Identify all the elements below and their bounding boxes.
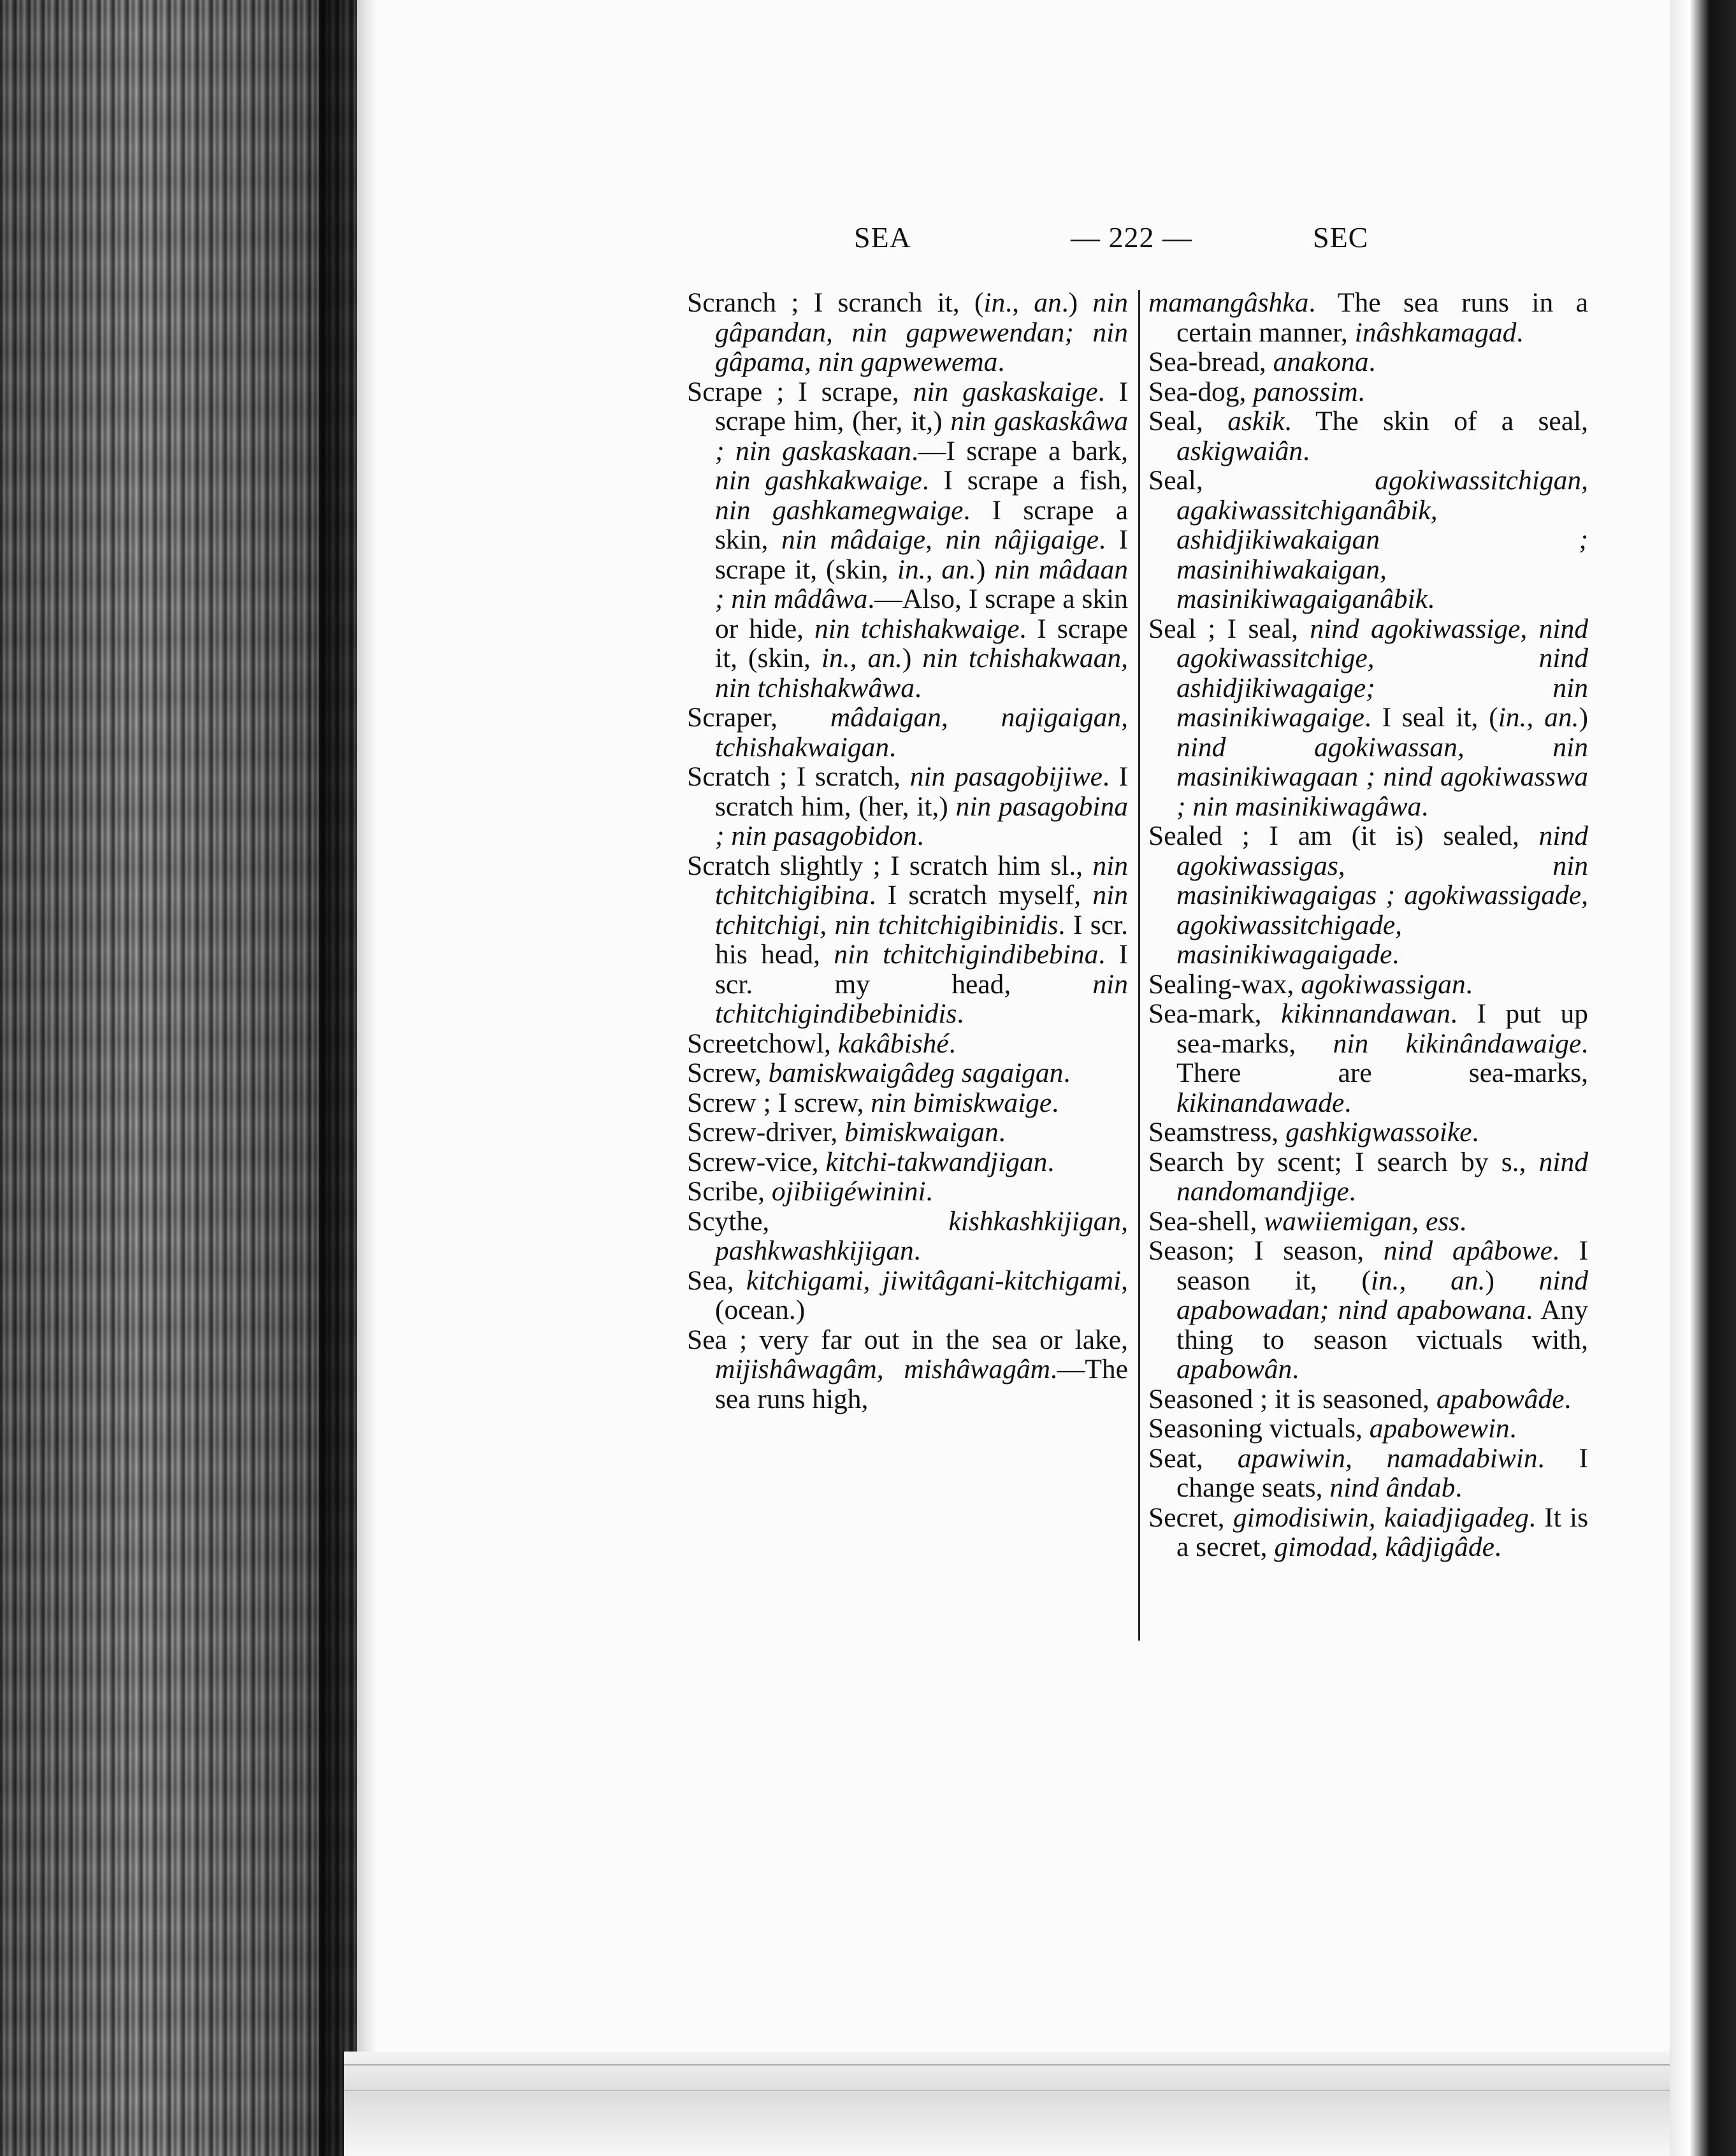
- dictionary-entry: [1148, 406, 1588, 466]
- entry-ojibwe-text: in., an.: [1370, 1265, 1486, 1296]
- entry-ojibwe-text: panossim: [1253, 376, 1358, 407]
- entry-english-text: . The sea runs in a certain manner,: [1176, 287, 1588, 348]
- entry-ojibwe-text: kishkashkijigan, pashkwashkijigan: [715, 1205, 1128, 1266]
- running-header: [676, 220, 1440, 265]
- entry-ojibwe-text: mamangâshka: [1148, 287, 1309, 318]
- dictionary-entry: [1148, 999, 1588, 1118]
- entry-english-text: Screw ; I screw,: [687, 1087, 871, 1118]
- entry-english-text: .: [1494, 1532, 1501, 1562]
- entry-english-text: Sealing-wax,: [1148, 968, 1301, 1000]
- entry-ojibwe-text: apabowewin: [1369, 1413, 1510, 1444]
- entry-ojibwe-text: bamiskwaigâdeg sagaigan: [768, 1058, 1064, 1088]
- dictionary-entry: [687, 1029, 1128, 1059]
- dictionary-entry: [687, 1088, 1128, 1118]
- dictionary-entry: [1148, 1503, 1588, 1562]
- entry-english-text: Scythe,: [687, 1205, 949, 1237]
- entry-english-text: , (ocean.): [715, 1265, 1128, 1325]
- entry-ojibwe-text: agokiwassitchigan, agakiwassitchiganâbik, ashidjikiwakaigan ; masinihiwakaigan, masinikiwagaiganâbik: [1176, 465, 1588, 614]
- entry-english-text: . I scratch myself,: [869, 880, 1093, 910]
- entry-english-text: Sea-bread,: [1148, 347, 1273, 377]
- entry-ojibwe-text: kakâbishé: [837, 1028, 949, 1059]
- entry-english-text: .: [1292, 1354, 1299, 1384]
- entry-ojibwe-text: askigwaiân: [1176, 435, 1303, 466]
- entry-english-text: . I scrape it, (skin,: [715, 524, 1129, 585]
- entry-ojibwe-text: apabowân: [1176, 1354, 1292, 1384]
- entry-ojibwe-text: nin mâdaige, nin nâjigaige: [781, 524, 1099, 555]
- dictionary-entry: [1148, 970, 1588, 1000]
- entry-english-text: .: [1459, 1205, 1466, 1237]
- entry-ojibwe-text: agokiwassigan: [1301, 968, 1466, 1000]
- entry-english-text: . I scrape him, (her, it,): [715, 376, 1128, 436]
- entry-english-text: . I scratch him, (her, it,): [715, 761, 1128, 822]
- entry-english-text: Screw-vice,: [687, 1146, 826, 1177]
- entry-english-text: Screetchowl,: [687, 1028, 838, 1059]
- entry-ojibwe-text: mijishâwagâm, mishâwagâm: [715, 1354, 1050, 1384]
- dictionary-entry: [1148, 466, 1588, 614]
- entry-english-text: Scraper,: [687, 702, 830, 733]
- entry-english-text: Sealed ; I am (it is) sealed,: [1148, 821, 1539, 851]
- entry-english-text: Seasoning victuals,: [1148, 1413, 1370, 1444]
- entry-english-text: Sea-mark,: [1148, 998, 1282, 1029]
- entry-ojibwe-text: bimiskwaigan: [844, 1117, 999, 1147]
- page-bottom-edge: [344, 2052, 1670, 2156]
- entry-ojibwe-text: nin tchitchigi, nin tchitchigibinidis: [715, 880, 1128, 940]
- dictionary-entry: [687, 1266, 1128, 1325]
- dictionary-entry: [687, 377, 1128, 703]
- entry-english-text: .): [1061, 287, 1093, 318]
- dictionary-entry: [687, 762, 1128, 851]
- entry-ojibwe-text: nind agokiwassan, nin masinikiwagaan ; nind agokiwasswa ; nin masinikiwagâwa: [1176, 731, 1588, 822]
- entry-english-text: Scratch ; I scratch,: [687, 761, 910, 792]
- entry-ojibwe-text: in., an.: [1498, 702, 1579, 733]
- dictionary-entry: [1148, 1444, 1588, 1503]
- entry-english-text: .: [1052, 1087, 1059, 1118]
- entry-english-text: .: [925, 1176, 933, 1207]
- entry-english-text: . The skin of a seal,: [1284, 406, 1588, 436]
- entry-ojibwe-text: nin tchishakwaan, nin tchishakwâwa: [715, 643, 1128, 703]
- entry-english-text: Sea-shell,: [1148, 1205, 1264, 1237]
- entry-english-text: .: [1465, 968, 1473, 1000]
- dictionary-entry: [1148, 1414, 1588, 1444]
- entry-ojibwe-text: nin bimiskwaige: [871, 1087, 1052, 1118]
- entry-english-text: . Any thing to season victuals with,: [1176, 1295, 1589, 1355]
- entry-ojibwe-text: nin tchitchigindibebinidis: [715, 968, 1128, 1029]
- entry-english-text: . I seal it, (: [1364, 702, 1498, 733]
- dictionary-entry: [1148, 288, 1588, 347]
- entry-ojibwe-text: nin pasagobijiwe: [909, 761, 1103, 792]
- entry-ojibwe-text: nind apabowadan; nind apabowana: [1176, 1265, 1588, 1325]
- entry-ojibwe-text: nind agokiwassigas, nin masinikiwagaigas ; agokiwassigade, agokiwassitchigade, masinikiwagaigade: [1176, 821, 1588, 970]
- entry-english-text: .: [998, 1117, 1006, 1147]
- entry-english-text: . I scr. my head,: [715, 939, 1128, 1000]
- dictionary-entry: [1148, 1118, 1588, 1147]
- next-page-edge: [1670, 0, 1736, 2156]
- entry-english-text: Scratch slightly ; I scratch him sl.,: [687, 850, 1093, 881]
- entry-english-text: .: [1427, 584, 1435, 614]
- entry-english-text: .: [997, 347, 1005, 377]
- entry-english-text: . I scrape a skin,: [715, 494, 1128, 555]
- entry-english-text: Sea ; very far out in the sea or lake,: [687, 1324, 1128, 1355]
- entry-ojibwe-text: apabowâde: [1436, 1383, 1565, 1414]
- entry-ojibwe-text: nin tchitchigibina: [715, 850, 1128, 910]
- entry-english-text: .: [1564, 1383, 1572, 1414]
- entry-ojibwe-text: in., an.: [821, 643, 902, 673]
- entry-english-text: .: [948, 1028, 956, 1059]
- entry-ojibwe-text: nin gaskaskâwa ; nin gaskaskaan: [715, 406, 1128, 466]
- entry-ojibwe-text: gashkigwassoike: [1285, 1117, 1472, 1147]
- entry-english-text: Seat,: [1148, 1442, 1238, 1474]
- book-spine-edge: [0, 0, 357, 2156]
- dictionary-entry: [1148, 1207, 1588, 1237]
- dictionary-entry: [1148, 1147, 1588, 1207]
- entry-english-text: Sea-dog,: [1148, 376, 1254, 407]
- dictionary-entry: [687, 1147, 1128, 1177]
- dictionary-entry: [687, 851, 1128, 1029]
- header-last-word: SEC: [1313, 221, 1369, 254]
- dictionary-entry: [687, 1058, 1128, 1088]
- entry-ojibwe-text: nind agokiwassige, nind agokiwassitchige, nind ashidjikiwagaige; nin masinikiwagaige: [1176, 613, 1588, 733]
- entry-ojibwe-text: nin mâdaan ; nin mâdâwa: [715, 554, 1128, 614]
- entry-english-text: .—I scrape a bark,: [911, 435, 1128, 466]
- entry-english-text: Scrape ; I scrape,: [687, 376, 913, 407]
- entry-ojibwe-text: an: [1034, 287, 1062, 318]
- dictionary-entry: [687, 703, 1128, 762]
- entry-english-text: .: [1349, 1176, 1356, 1207]
- entry-english-text: .: [1421, 791, 1429, 822]
- entry-ojibwe-text: mâdaigan, najigaigan, tchishakwaigan: [715, 702, 1128, 763]
- entry-ojibwe-text: ojibiigéwinini: [771, 1176, 926, 1207]
- entry-ojibwe-text: nind apâbowe: [1383, 1235, 1552, 1266]
- entry-ojibwe-text: nind nandomandjige: [1176, 1146, 1588, 1207]
- entry-english-text: .: [1063, 1058, 1071, 1088]
- entry-english-text: . There are sea-marks,: [1176, 1028, 1588, 1088]
- entry-english-text: .: [916, 821, 924, 851]
- entry-english-text: .: [1516, 317, 1524, 348]
- entry-ojibwe-text: nin gashkakwaige: [715, 465, 922, 496]
- dictionary-entry: [1148, 821, 1588, 970]
- entry-ojibwe-text: kikinnandawan: [1281, 998, 1450, 1029]
- entry-ojibwe-text: apawiwin, namadabiwin: [1237, 1442, 1538, 1474]
- entry-ojibwe-text: inâshkamagad: [1354, 317, 1517, 348]
- entry-english-text: .: [1047, 1146, 1055, 1177]
- entry-ojibwe-text: kitchi-takwandjigan: [825, 1146, 1048, 1177]
- dictionary-entry: [1148, 347, 1588, 377]
- entry-english-text: . I season it, (: [1176, 1235, 1588, 1296]
- entry-english-text: Seal,: [1148, 465, 1375, 496]
- entry-english-text: .: [914, 672, 922, 703]
- spine-shadow: [319, 0, 376, 2156]
- entry-english-text: . I change seats,: [1176, 1442, 1588, 1503]
- entry-english-text: Search by scent; I search by s.,: [1148, 1146, 1539, 1177]
- entry-english-text: . I scr. his head,: [715, 909, 1129, 970]
- entry-english-text: .: [1392, 939, 1400, 970]
- entry-ojibwe-text: nin tchishakwaige: [814, 613, 1020, 644]
- entry-ojibwe-text: anakona: [1273, 347, 1369, 377]
- entry-english-text: Season; I season,: [1148, 1235, 1384, 1266]
- entry-english-text: ): [1485, 1265, 1539, 1296]
- entry-english-text: . I scrape it, (skin,: [715, 613, 1128, 673]
- entry-english-text: .: [1303, 435, 1310, 466]
- dictionary-entry: [687, 1177, 1128, 1207]
- entry-ojibwe-text: gimodad, kâdjigâde: [1274, 1532, 1494, 1562]
- entry-english-text: Seal ; I seal,: [1148, 613, 1310, 644]
- entry-english-text: . It is a secret,: [1176, 1502, 1588, 1562]
- entry-ojibwe-text: nind ândab: [1329, 1472, 1456, 1503]
- entry-english-text: . I scrape a fish,: [922, 465, 1128, 496]
- entry-ojibwe-text: kitchigami, jiwitâgani-kitchigami: [746, 1265, 1122, 1296]
- entry-english-text: .—Also, I scrape a skin or hide,: [715, 584, 1128, 644]
- entry-english-text: Scribe,: [687, 1176, 772, 1207]
- entry-english-text: .: [957, 998, 964, 1029]
- entry-english-text: Screw-driver,: [687, 1117, 845, 1147]
- right-column: [1148, 288, 1588, 1562]
- dictionary-entry: [1148, 1384, 1588, 1414]
- entry-ojibwe-text: in: [983, 287, 1006, 318]
- entry-ojibwe-text: in., an.: [897, 554, 976, 585]
- dictionary-entry: [1148, 1236, 1588, 1384]
- dictionary-entry: [1148, 614, 1588, 822]
- entry-english-text: . I put up sea-marks,: [1176, 998, 1588, 1059]
- entry-english-text: ): [1579, 702, 1588, 733]
- entry-ojibwe-text: nin pasagobina ; nin pasagobidon: [715, 791, 1128, 851]
- dictionary-entry: [687, 288, 1128, 377]
- entry-english-text: ): [902, 643, 923, 673]
- dictionary-entry: [687, 1207, 1128, 1266]
- entry-ojibwe-text: wawiiemigan, ess: [1264, 1205, 1460, 1237]
- entry-ojibwe-text: nin tchitchigindibebina: [834, 939, 1099, 970]
- entry-english-text: .: [1357, 376, 1365, 407]
- entry-english-text: Seamstress,: [1148, 1117, 1286, 1147]
- entry-english-text: Screw,: [687, 1058, 769, 1088]
- entry-english-text: .,: [1005, 287, 1034, 318]
- entry-english-text: ): [976, 554, 995, 585]
- entry-english-text: Sea,: [687, 1265, 746, 1296]
- entry-english-text: .: [1509, 1413, 1517, 1444]
- entry-english-text: .: [1455, 1472, 1463, 1503]
- column-divider: [1138, 290, 1140, 1641]
- entry-ojibwe-text: nin gaskaskaige: [913, 376, 1098, 407]
- entry-english-text: .: [889, 731, 896, 763]
- entry-ojibwe-text: kikinandawade: [1176, 1087, 1345, 1118]
- entry-english-text: .—The sea runs high,: [715, 1354, 1128, 1414]
- entry-english-text: .: [1344, 1087, 1352, 1118]
- entry-ojibwe-text: gimodisiwin, kaiadjigadeg: [1233, 1502, 1529, 1533]
- entry-english-text: .: [913, 1235, 921, 1266]
- entry-english-text: .: [1368, 347, 1376, 377]
- entry-ojibwe-text: nin gashkamegwaige: [715, 494, 964, 526]
- entry-ojibwe-text: nin gâpandan, nin gapwewendan; nin gâpama, nin gapwewema: [715, 287, 1129, 377]
- entry-ojibwe-text: nin kikinândawaige: [1333, 1028, 1582, 1059]
- entry-english-text: Seasoned ; it is seasoned,: [1148, 1383, 1436, 1414]
- dictionary-entry: [687, 1118, 1128, 1147]
- entry-english-text: Secret,: [1148, 1502, 1233, 1533]
- entry-english-text: .: [1472, 1117, 1479, 1147]
- dictionary-entry: [1148, 377, 1588, 407]
- entry-ojibwe-text: askik: [1227, 406, 1285, 436]
- entry-english-text: Seal,: [1148, 406, 1228, 436]
- page-number: — 222 —: [1071, 221, 1192, 254]
- header-first-word: SEA: [854, 221, 911, 254]
- entry-english-text: Scranch ; I scranch it, (: [687, 287, 984, 318]
- dictionary-entry: [687, 1325, 1128, 1414]
- left-column: [687, 288, 1128, 1414]
